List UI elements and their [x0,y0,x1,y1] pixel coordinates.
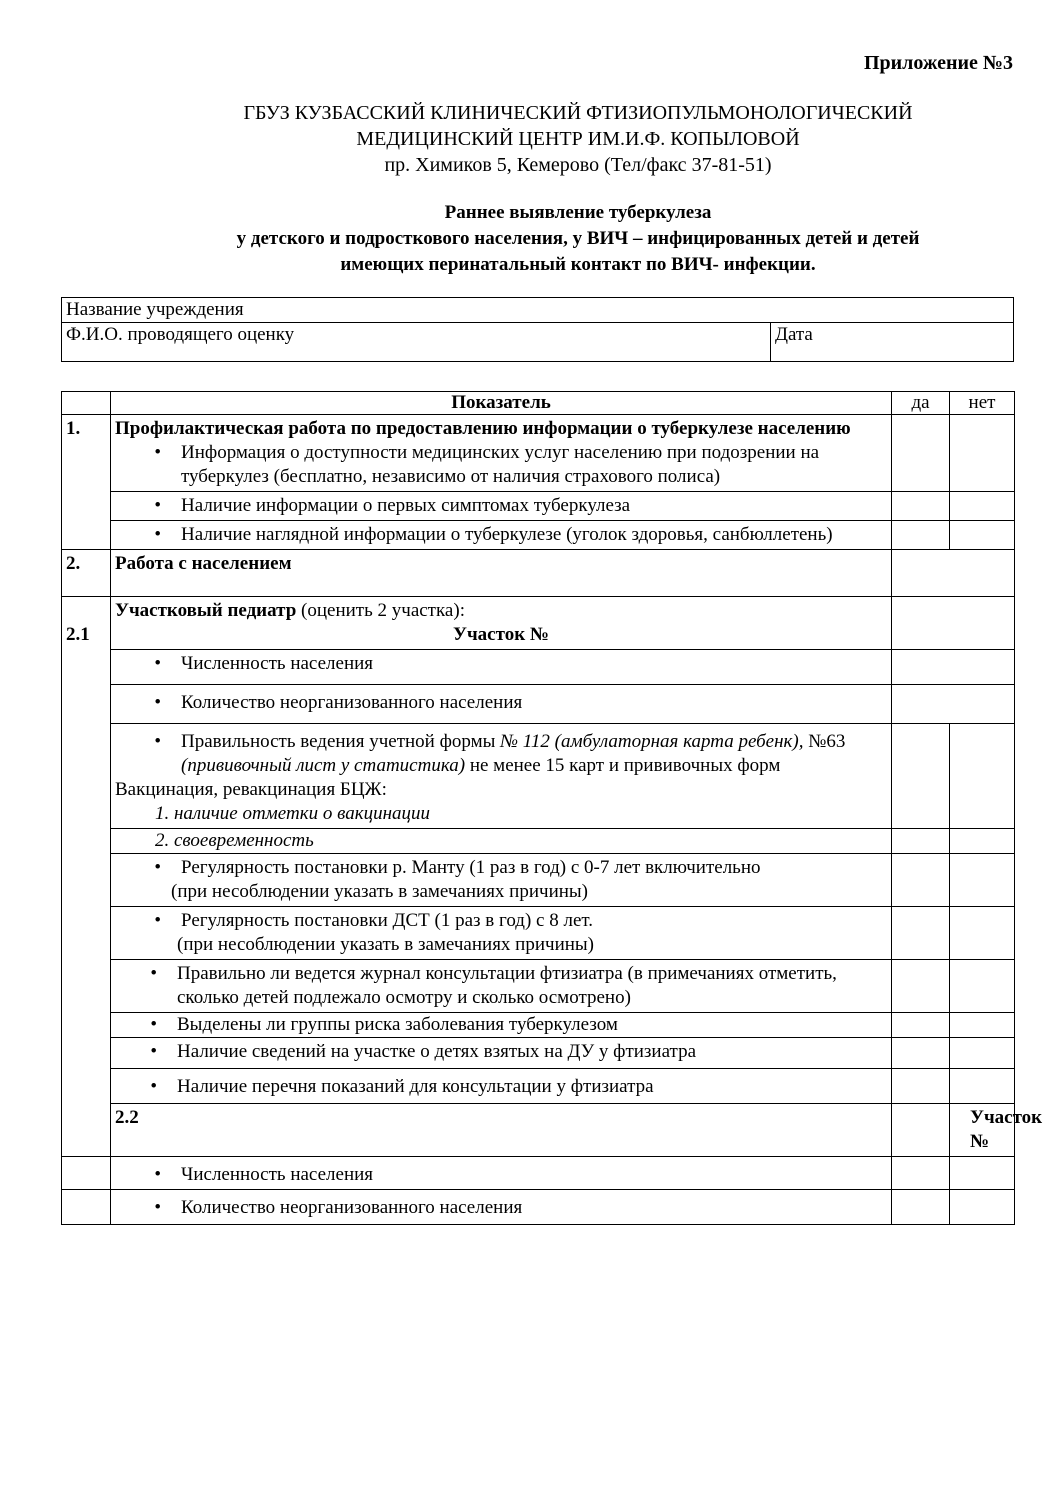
answer-cell[interactable] [892,550,1015,597]
list-item: • Численность населения [111,1157,892,1190]
bullet-note: (при несоблюдении указать в замечаниях причины) [171,881,588,902]
form-112: № 112 (амбулаторная карта ребенк), [500,731,804,752]
yes-cell[interactable] [892,960,950,1013]
bullet-text: Выделены ли группы риска заболевания туберкулезом [177,1014,618,1035]
table-row [62,854,1015,907]
role-note: (оценить 2 участка): [296,600,465,621]
bullet-text: Информация о доступности медицинских услуг населению при подозрении на туберкулез (бесплатно, независимо от наличия страхового полиса) [181,442,820,487]
yes-cell[interactable] [892,1190,950,1225]
date-field[interactable] [771,323,1014,362]
section-number: 1. [62,415,111,550]
site-label: Участок № [892,1104,950,1157]
header-no: нет [950,392,1015,415]
vaccination-item-2: 2. своевременность [155,830,314,851]
site-label: Участок № [453,624,549,645]
table-row [62,550,1015,597]
no-cell[interactable] [950,829,1015,854]
list-item: • Регулярность постановки ДСТ (1 раз в год) с 8 лет. (при несоблюдении указать в замечаниях причины) [111,907,892,960]
table-row [62,685,1015,724]
institution-field[interactable] [62,298,1014,323]
no-cell[interactable] [950,1038,1015,1069]
bullet-text: Регулярность постановки ДСТ (1 раз в год) с 8 лет. [181,910,594,931]
no-cell[interactable] [950,492,1015,521]
list-item: • Правильно ли ведется журнал консультации фтизиатра (в примечаниях отметить, сколько детей подлежало осмотру и сколько осмотрено) [111,960,892,1013]
yes-cell[interactable] [892,1157,950,1190]
yes-cell[interactable] [892,1038,950,1069]
bullet-text: Правильность ведения учетной формы [181,731,501,752]
list-item: • Численность населения [111,650,892,685]
yes-cell[interactable] [892,521,950,550]
role-label: Участковый педиатр [115,600,297,621]
evaluator-label: Ф.И.О. проводящего оценку [66,324,295,345]
table-row [62,907,1015,960]
list-item: • Выделены ли группы риска заболевания туберкулезом [111,1013,892,1038]
list-item: • Наличие сведений на участке о детях взятых на ДУ у фтизиатра [111,1038,892,1069]
document-title [60,200,1059,278]
yes-cell[interactable] [892,829,950,854]
bullet-text: Количество неорганизованного населения [181,692,523,713]
no-cell[interactable] [950,854,1015,907]
form-63: №63 [803,731,846,752]
info-table [61,297,1014,362]
institution-label: Название учреждения [66,299,244,320]
title-line-2: у детского и подросткового населения, у ВИЧ – инфицированных детей и детей [236,228,920,249]
list-item: • Наличие наглядной информации о туберкулезе (уголок здоровья, санбюллетень) [111,521,892,550]
section-number: 2.1 [62,597,111,1157]
vaccination-label: Вакцинация, ревакцинация БЦЖ: [115,779,387,800]
table-row [62,1157,1015,1190]
yes-cell[interactable] [892,854,950,907]
table-row [62,829,1015,854]
list-item: • Наличие информации о первых симптомах туберкулеза [111,492,892,521]
title-line-1: Раннее выявление туберкулеза [444,202,712,223]
no-cell[interactable] [950,521,1015,550]
list-item [111,597,892,650]
list-item: • Регулярность постановки р. Манту (1 раз в год) с 0-7 лет включительно (при несоблюдении указать в замечаниях причины) [111,854,892,907]
table-header-row [62,392,1015,415]
yes-cell[interactable] [892,1013,950,1038]
table-row [62,960,1015,1013]
bullet-text: Численность населения [181,1164,374,1185]
table-row [62,1013,1015,1038]
table-row [62,1038,1015,1069]
bullet-text: Наличие перечня показаний для консультации у фтизиатра [177,1076,654,1097]
answer-cell[interactable] [892,650,1015,685]
bullet-text: Наличие информации о первых симптомах туберкулеза [181,495,631,516]
section-number: 2.2 [111,1104,892,1157]
answer-cell[interactable] [892,685,1015,724]
no-cell[interactable] [950,724,1015,829]
bullet-text: Правильно ли ведется журнал консультации фтизиатра (в примечаниях отметить, сколько детей подлежало осмотру и сколько осмотрено) [177,963,837,1008]
no-cell[interactable] [950,1190,1015,1225]
list-item: • Правильность ведения учетной формы № 112 (амбулаторная карта ребенк), №63 (прививочный лист у статистика) не менее 15 карт и прививочных форм Вакцинация, ревакцинация БЦЖ: 1. наличие отметки о вакцинации [111,724,892,829]
no-cell[interactable] [950,960,1015,1013]
org-line-2: МЕДИЦИНСКИЙ ЦЕНТР ИМ.И.Ф. КОПЫЛОВОЙ [356,128,800,150]
section-title: Профилактическая работа по предоставлению информации о туберкулезе населению [115,418,851,439]
yes-cell[interactable] [892,1069,950,1104]
table-row [62,650,1015,685]
org-address: пр. Химиков 5, Кемерово (Тел/факс 37-81-51) [384,154,772,176]
no-cell[interactable] [950,1013,1015,1038]
table-row [62,724,1015,829]
table-row [62,1104,1015,1157]
table-row [62,597,1015,650]
checklist-table [61,391,1043,1225]
bullet-text: Численность населения [181,653,374,674]
bullet-text: Количество неорганизованного населения [181,1197,523,1218]
table-row [62,521,1015,550]
no-cell[interactable] [950,1157,1015,1190]
table-row [62,1069,1015,1104]
org-line-1: ГБУЗ КУЗБАССКИЙ КЛИНИЧЕСКИЙ ФТИЗИОПУЛЬМОНОЛОГИЧЕСКИЙ [243,102,913,124]
yes-cell[interactable] [892,724,950,829]
list-item: • Наличие перечня показаний для консультации у фтизиатра [111,1069,892,1104]
form-63-note: (прививочный лист у статистика) [181,755,466,776]
table-row [62,1190,1015,1225]
bullet-text: Наличие сведений на участке о детях взятых на ДУ у фтизиатра [177,1041,697,1062]
section-title: Работа с населением [111,550,892,597]
yes-cell[interactable] [892,907,950,960]
no-cell[interactable] [950,1069,1015,1104]
yes-cell[interactable] [892,415,950,492]
table-row [62,415,1015,492]
list-item: Профилактическая работа по предоставлению информации о туберкулезе населению • Информация о доступности медицинских услуг населению при подозрении на туберкулез (бесплатно, независимо от наличия страхового полиса) [111,415,892,492]
section-number: 2. [62,550,111,597]
vaccination-item-1: 1. наличие отметки о вакцинации [155,803,431,824]
table-row [62,492,1015,521]
organization-header [60,100,1059,178]
date-label: Дата [775,324,813,345]
title-line-3: имеющих перинатальный контакт по ВИЧ- инфекции. [340,254,816,275]
evaluator-field[interactable] [62,323,771,362]
no-cell[interactable] [950,907,1015,960]
form-count: не менее 15 карт и прививочных форм [465,755,781,776]
list-item [111,829,892,854]
header-yes: да [892,392,950,415]
list-item: • Количество неорганизованного населения [111,685,892,724]
no-cell[interactable] [950,415,1015,492]
appendix-label: Приложение №3 [863,52,1013,74]
list-item: • Количество неорганизованного населения [111,1190,892,1225]
bullet-note: (при несоблюдении указать в замечаниях причины) [177,934,594,955]
bullet-text: Наличие наглядной информации о туберкулезе (уголок здоровья, санбюллетень) [181,524,833,545]
yes-cell[interactable] [892,492,950,521]
answer-cell[interactable] [892,597,1015,650]
header-indicator: Показатель [111,392,892,415]
bullet-text: Регулярность постановки р. Манту (1 раз в год) с 0-7 лет включительно [181,857,761,878]
